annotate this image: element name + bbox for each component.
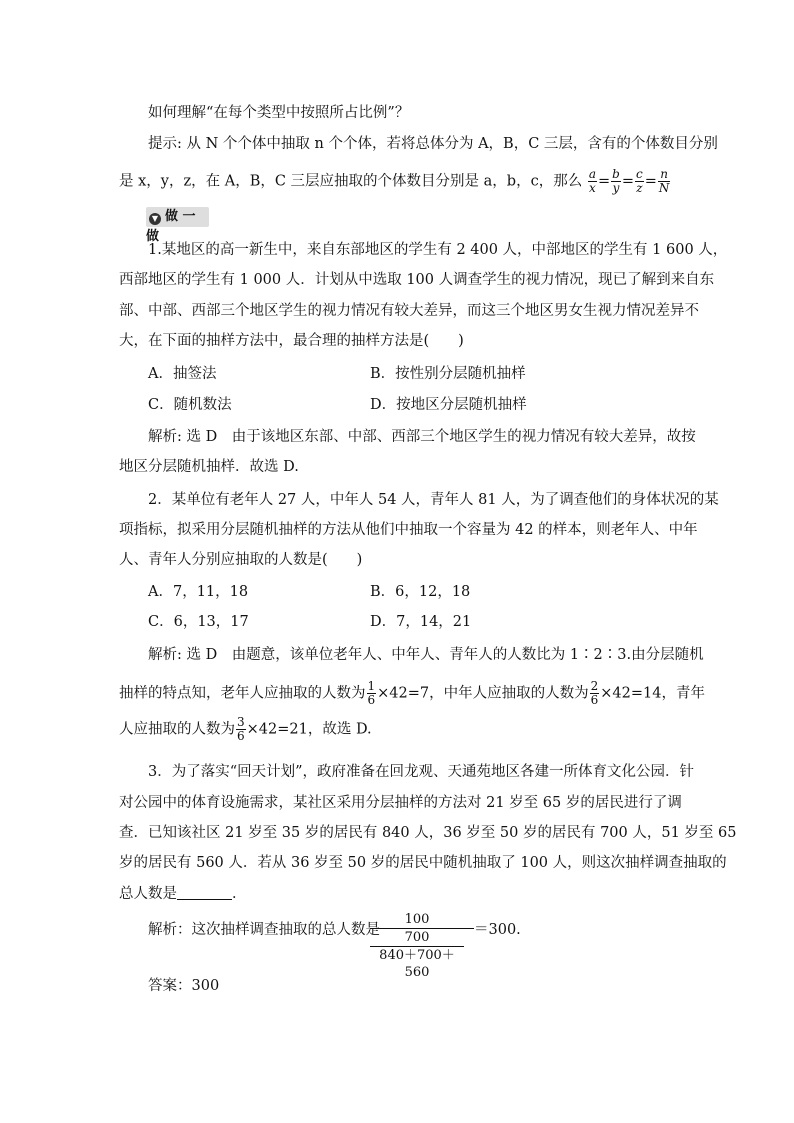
q2-line-1: 2．某单位有老年人 27 人，中年人 54 人，青年人 81 人，为了调查他们的身体状况的某 xyxy=(148,492,719,508)
q2-option-b: B．6，12，18 xyxy=(370,584,471,600)
q1-analysis-2: 地区分层随机抽样．故选 D. xyxy=(119,459,299,475)
section-label: 做 一 做 xyxy=(146,209,196,244)
q2-option-d: D．7，14，21 xyxy=(370,614,472,630)
q1-option-b: B．按性别分层随机抽样 xyxy=(370,366,526,382)
triangle-down-icon: ▼ xyxy=(149,213,161,225)
answer-blank xyxy=(177,885,232,900)
ratio-a-x: $\frac{a}{x}$ xyxy=(588,167,596,195)
q1-analysis-1: 解析: 选 D 由于该地区东部、中部、西部三个地区学生的视力情况有较大差异，故按 xyxy=(148,429,696,445)
q2-analysis-1: 解析: 选 D 由题意，该单位老年人、中年人、青年人的人数比为 1∶2∶3.由分层随机 xyxy=(148,647,704,663)
ratio-b-y: $\frac{b}{y}$ xyxy=(612,167,620,195)
q1-option-a: A．抽签法 xyxy=(148,366,217,382)
fraction-3-6: $\frac{3}{6}$ xyxy=(237,715,245,743)
hint-line-2: 是 x，y，z，在 A，B，C 三层应抽取的个体数目分别是 a，b，c，那么 $\frac{a}{x}$ = $\frac{b}{y}$ = $\frac{c}{z}$ = $\frac{n}{N}$ xyxy=(119,167,670,195)
q1-option-c: C．随机数法 xyxy=(148,397,232,413)
ratio-c-z: $\frac{c}{z}$ xyxy=(635,167,643,195)
fraction-bottom: 840＋700＋560 xyxy=(370,946,464,981)
q2-option-c: C．6，13，17 xyxy=(148,614,249,630)
q1-line-3: 部、中部、西部三个地区学生的视力情况有较大差异，而这三个地区男女生视力情况差异不 xyxy=(119,303,699,319)
q3-analysis-result: ＝300. xyxy=(474,922,521,938)
q2-analysis-3: 人应抽取的人数为 $\frac{3}{6}$ ×42=21，故选 D. xyxy=(119,715,372,743)
fraction-1-6: $\frac{1}{6}$ xyxy=(367,679,376,707)
q3-line-5: 总人数是 ． xyxy=(119,886,247,902)
q3-line-2: 对公园中的体育设施需求，某社区采用分层抽样的方法对 21 岁至 65 岁的居民进行了调 xyxy=(119,795,682,811)
q2-option-a: A．7，11，18 xyxy=(148,584,249,600)
q1-line-1: 1.某地区的高一新生中，来自东部地区的学生有 2 400 人，中部地区的学生有 1 600 人， xyxy=(148,242,728,258)
intro-question: 如何理解“在每个类型中按照所占比例”？ xyxy=(148,105,410,121)
hint-line-1: 提示: 从 N 个个体中抽取 n 个个体，若将总体分为 A，B，C 三层，含有的个体数目分别 xyxy=(148,136,718,152)
q3-answer: 答案：300 xyxy=(148,978,220,994)
fraction-top: 100 xyxy=(404,912,430,927)
fraction-main-bar xyxy=(370,928,474,929)
q3-line-3: 查．已知该社区 21 岁至 35 岁的居民有 840 人，36 岁至 50 岁的居民有 700 人，51 岁至 65 xyxy=(119,825,737,841)
compound-fraction xyxy=(370,911,464,981)
q2-analysis-2: 抽样的特点知，老年人应抽取的人数为 $\frac{1}{6}$ ×42=7，中年人应抽取的人数为 $\frac{2}{6}$ ×42=14，青年 xyxy=(119,679,705,707)
q3-line-1: 3．为了落实“回天计划”，政府准备在回龙观、天通苑地区各建一所体育文化公园．针 xyxy=(148,764,695,780)
fraction-mid: 700 xyxy=(382,928,452,946)
fraction-2-6: $\frac{2}{6}$ xyxy=(590,679,599,707)
q1-option-d: D．按地区分层随机抽样 xyxy=(370,397,527,413)
hint-line-2-text: 是 x，y，z，在 A，B，C 三层应抽取的个体数目分别是 a，b，c，那么 xyxy=(119,173,583,190)
q2-line-3: 人、青年人分别应抽取的人数是( ) xyxy=(119,552,363,568)
q2-line-2: 项指标，拟采用分层随机抽样的方法从他们中抽取一个容量为 42 的样本，则老年人、中年 xyxy=(119,522,698,538)
q3-analysis: 解析：这次抽样调查抽取的总人数是 xyxy=(148,922,380,938)
q3-line-4: 岁的居民有 560 人．若从 36 岁至 50 岁的居民中随机抽取了 100 人，则这次抽样调查抽取的 xyxy=(119,855,727,871)
section-badge xyxy=(146,207,209,244)
q1-line-4: 大，在下面的抽样方法中，最合理的抽样方法是( ) xyxy=(119,333,464,349)
q1-line-2: 西部地区的学生有 1 000 人．计划从中选取 100 人调查学生的视力情况，现已了解到来自东 xyxy=(119,272,715,288)
ratio-n-N: $\frac{n}{N}$ xyxy=(658,167,670,195)
